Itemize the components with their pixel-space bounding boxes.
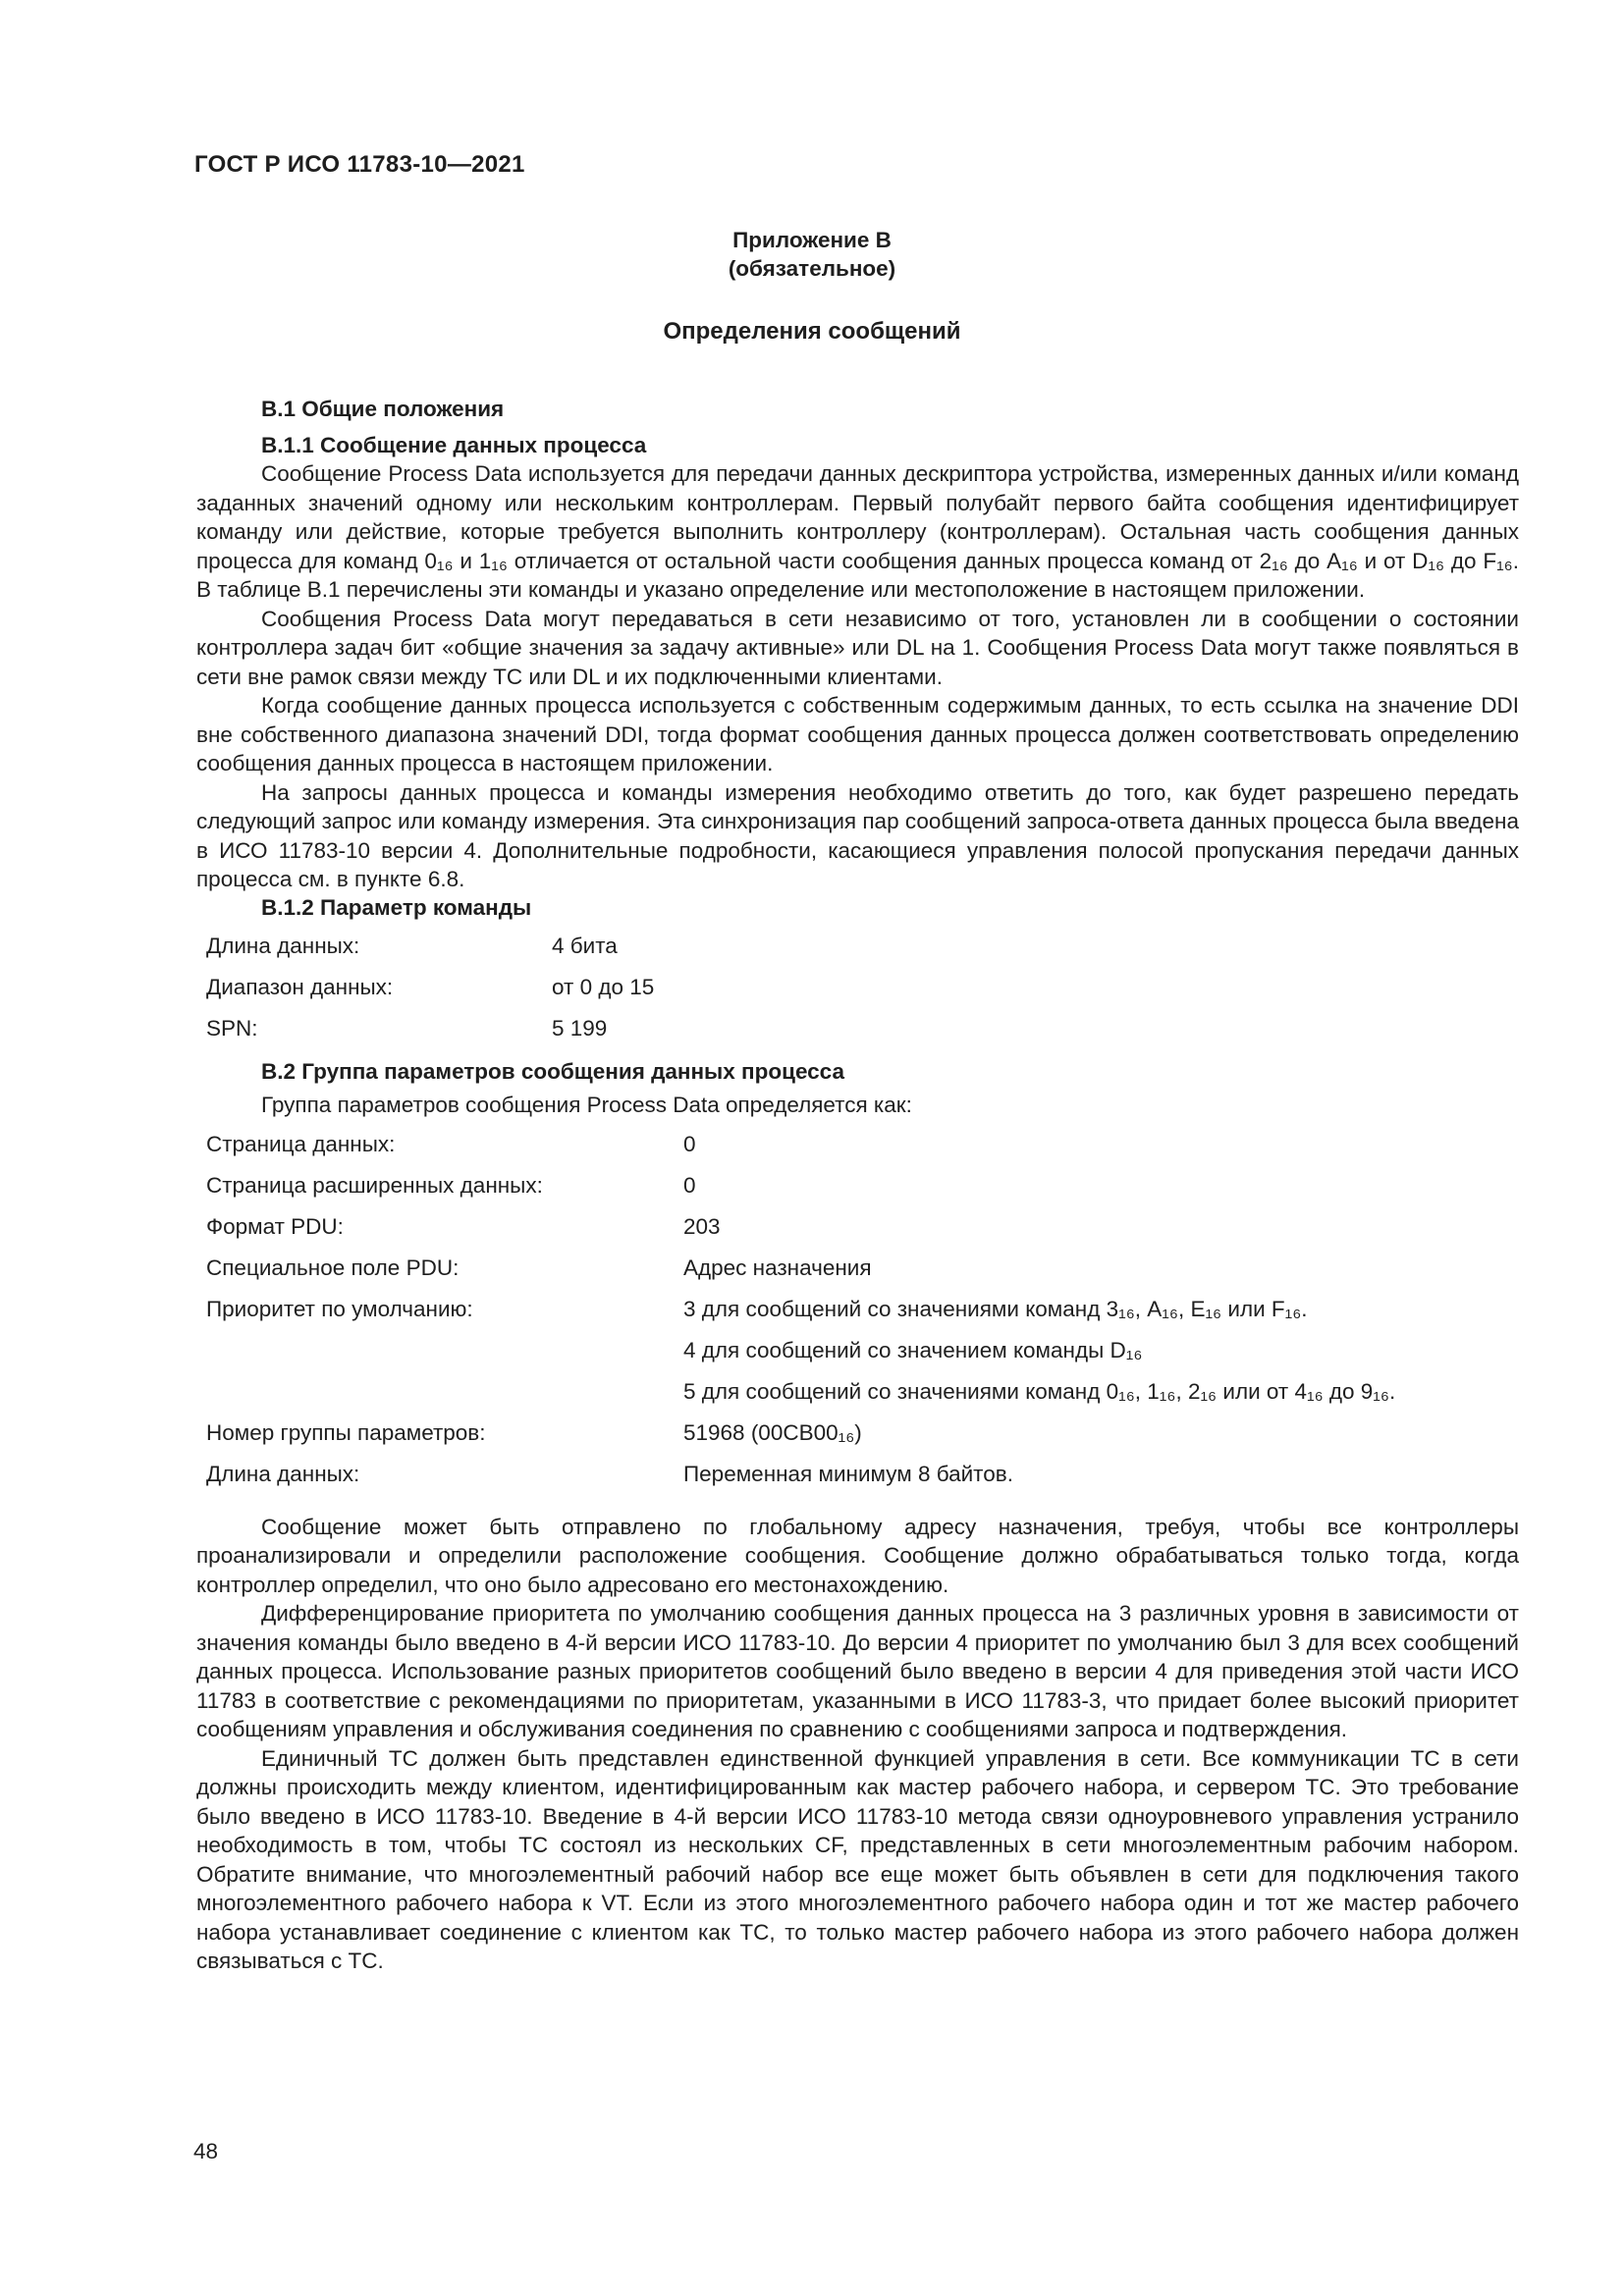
parameter-key: Страница расширенных данных: — [206, 1172, 543, 1198]
paragraph-b11-1: Сообщение Process Data используется для передачи данных дескриптора устройства, измеренных данных и/или команд заданных значений одному или нескольким контроллерам. Первый полубайт первого байта сообщения идентифицирует команду или действие, которые требуется выполнить контроллеру (контроллерам). Остальная часть сообщения данных процесса для команд 0₁₆ и 1₁₆ отличается от остальной части сообщения данных процесса команд от 2₁₆ до A₁₆ и от D₁₆ до F₁₆. В таблице В.1 перечислены эти команды и указано определение или местоположение в настоящем приложении. — [196, 461, 1520, 602]
parameter-row — [196, 1124, 1519, 1165]
parameter-row — [196, 1454, 1519, 1495]
parameter-value: 0 — [683, 1131, 696, 1156]
parameter-value: 3 для сообщений со значениями команд 3₁₆, A₁₆, E₁₆ или F₁₆. — [683, 1296, 1308, 1321]
annex-kind: (обязательное) — [728, 256, 896, 281]
paragraph-b11-2: Сообщения Process Data могут передаваться в сети независимо от того, установлен ли в сообщении о состоянии контроллера задач бит «общие значения за задачу активные» или DL на 1. Сообщения Process Data могут также появляться в сети вне рамок связи между TC или DL и их подключенными клиентами. — [196, 606, 1519, 689]
pgn-parameter-list — [196, 1124, 1519, 1495]
paragraph-b2-2: Дифференцирование приоритета по умолчанию сообщения данных процесса на 3 различных уровня в зависимости от значения команды было введено в 4-й версии ИСО 11783-10. До версии 4 приоритет по умолчанию был 3 для всех сообщений данных процесса. Использование разных приоритетов сообщений было введено в версии 4 для приведения этой части ИСО 11783 в соответствие с рекомендациями по приоритетам, указанными в ИСО 11783-3, что придает более высокий приоритет сообщениям управления и обслуживания соединения по сравнению с сообщениями запроса и подтверждения. — [196, 1601, 1519, 1741]
paragraph-b2-intro: Группа параметров сообщения Process Data определяется как: — [261, 1092, 912, 1117]
parameter-row — [196, 1008, 1519, 1049]
parameter-key: Формат PDU: — [206, 1213, 344, 1239]
parameter-row — [196, 1330, 1519, 1371]
subsection-heading-b11: В.1.1 Сообщение данных процесса — [261, 433, 647, 457]
parameter-key: Длина данных: — [206, 933, 360, 958]
parameter-value: 5 для сообщений со значениями команд 0₁₆, 1₁₆, 2₁₆ или от 4₁₆ до 9₁₆. — [683, 1378, 1396, 1404]
parameter-key: Номер группы параметров: — [206, 1419, 486, 1445]
parameter-value: 5 199 — [552, 1015, 608, 1041]
section-heading-b1: В.1 Общие положения — [261, 397, 505, 421]
parameter-row — [196, 1371, 1519, 1413]
section-b1 — [196, 395, 1519, 1976]
parameter-row — [196, 1165, 1519, 1206]
parameter-value: Адрес назначения — [683, 1255, 872, 1280]
paragraph-b2-1: Сообщение может быть отправлено по глобальному адресу назначения, требуя, чтобы все контроллеры проанализировали и определили расположение сообщения. Сообщение должно обрабатываться только тогда, когда контроллер определил, что оно было адресовано его местонахождению. — [196, 1514, 1519, 1597]
section-heading-b2: В.2 Группа параметров сообщения данных процесса — [261, 1058, 844, 1084]
parameter-value: от 0 до 15 — [552, 974, 655, 999]
subsection-heading-b12: В.1.2 Параметр команды — [261, 894, 532, 920]
parameter-key: Длина данных: — [206, 1461, 360, 1486]
page-number: 48 — [193, 2139, 219, 2163]
command-parameter-list — [196, 926, 1519, 1049]
parameter-value: 4 бита — [552, 933, 618, 958]
parameter-key: SPN: — [206, 1015, 258, 1041]
parameter-row — [196, 1206, 1519, 1248]
parameter-key: Страница данных: — [206, 1131, 396, 1156]
document-id: ГОСТ Р ИСО 11783-10—2021 — [194, 151, 525, 178]
parameter-row — [196, 967, 1519, 1008]
parameter-row — [196, 1289, 1519, 1330]
paragraph-b2-3: Единичный TC должен быть представлен единственной функцией управления в сети. Все коммуникации TC в сети должны происходить между клиентом, идентифицированным как мастер рабочего набора, и сервером TC. Это требование было введено в ИСО 11783-10. Введение в 4-й версии ИСО 11783-10 метода связи одноуровневого управления устранило необходимость в том, чтобы TC состоял из нескольких CF, представленных в сети многоэлементным рабочим набором. Обратите внимание, что многоэлементный рабочий набор все еще может быть объявлен в сети для подключения такого многоэлементного рабочего набора к VT. Если из этого многоэлементного рабочего набора один и тот же мастер рабочего набора устанавливает соединение с клиентом как TC, то только мастер рабочего набора из этого рабочего набора должен связываться с TC. — [196, 1745, 1519, 1973]
parameter-row — [196, 1413, 1519, 1454]
parameter-value: 0 — [683, 1172, 696, 1198]
paragraph-b11-4: На запросы данных процесса и команды измерения необходимо ответить до того, как будет разрешено передать следующий запрос или команду измерения. Эта синхронизация пар сообщений запроса-ответа данных процесса была введена в ИСО 11783-10 версии 4. Дополнительные подробности, касающиеся управления полосой пропускания передачи данных процесса см. в пункте 6.8. — [196, 779, 1519, 891]
parameter-key: Приоритет по умолчанию: — [206, 1296, 473, 1321]
parameter-value: 4 для сообщений со значением команды D₁₆ — [683, 1337, 1143, 1362]
parameter-value: Переменная минимум 8 байтов. — [683, 1461, 1013, 1486]
parameter-key: Специальное поле PDU: — [206, 1255, 460, 1280]
annex-name: Определения сообщений — [663, 318, 961, 345]
annex-title: Приложение В — [732, 228, 892, 252]
paragraph-b11-3: Когда сообщение данных процесса используется с собственным содержимым данных, то есть ссылка на значение DDI вне собственного диапазона значений DDI, тогда формат сообщения данных процесса должен соответствовать определению сообщения данных процесса в настоящем приложении. — [196, 693, 1519, 775]
parameter-value: 51968 (00CB00₁₆) — [683, 1419, 862, 1445]
parameter-value: 203 — [683, 1213, 721, 1239]
parameter-key: Диапазон данных: — [206, 974, 394, 999]
parameter-row — [196, 1248, 1519, 1289]
parameter-row — [196, 926, 1519, 967]
